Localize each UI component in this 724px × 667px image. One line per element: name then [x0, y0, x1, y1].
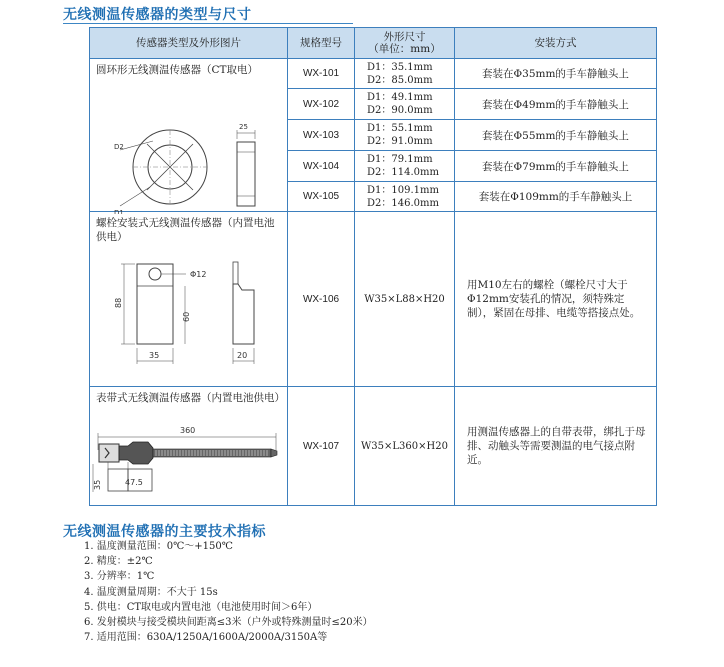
model-cell: WX-105: [288, 182, 355, 212]
header-dimensions-line1: 外形尺寸: [383, 31, 426, 43]
dimensions-cell: [355, 59, 455, 89]
dim-d1: D1：49.1mm: [367, 92, 433, 103]
bolt-body-front: [137, 264, 173, 344]
mount-cell: 套装在Φ49mm的手车静触头上: [455, 89, 657, 120]
label-35: 35: [149, 351, 160, 360]
band-sensor-title: 表带式无线测温传感器（内置电池供电）: [96, 392, 285, 404]
label-d1: D1: [114, 209, 124, 214]
sensor-types-table: [89, 27, 657, 506]
bolt-side-tab: [233, 262, 238, 284]
dim-d1: D1：109.1mm: [367, 184, 439, 196]
dimensions-cell: [355, 182, 455, 212]
section-title-specs: 无线测温传感器的主要技术指标: [63, 524, 266, 540]
model-cell: WX-103: [288, 120, 355, 151]
header-mount: 安装方式: [455, 28, 657, 59]
bolt-sensor-cell: [90, 212, 288, 387]
header-type: 传感器类型及外形图片: [90, 28, 288, 59]
dim-d1: D1：35.1mm: [367, 61, 433, 73]
dim-d2: D2：91.0mm: [367, 136, 433, 147]
model-cell: WX-102: [288, 89, 355, 120]
dim-d2: D2：146.0mm: [367, 197, 439, 209]
label-360: 360: [180, 426, 196, 435]
label-35: 35: [93, 479, 102, 490]
label-phi12: Φ12: [190, 270, 207, 279]
dim-d2: D2：85.0mm: [367, 74, 433, 86]
header-model: 规格型号: [288, 28, 355, 59]
dim-d1: D1：79.1mm: [367, 154, 433, 165]
section-title-underline: [63, 23, 353, 24]
bolt-sensor-title: 螺栓安装式无线测温传感器（内置电池供电）: [96, 217, 275, 243]
model-cell: WX-106: [288, 212, 355, 387]
mount-cell: 套装在Φ79mm的手车静触头上: [455, 151, 657, 182]
bolt-hole: [149, 268, 161, 280]
header-dimensions: [355, 28, 455, 59]
label-60: 60: [182, 311, 191, 322]
dimensions-cell: W35×L88×H20: [355, 212, 455, 387]
label-88: 88: [114, 297, 123, 308]
spec-list: [84, 539, 373, 645]
model-cell: WX-104: [288, 151, 355, 182]
table-row: [90, 59, 657, 89]
dim-d2: D2：114.0mm: [367, 167, 439, 178]
label-25: 25: [239, 123, 248, 131]
table-row: [90, 212, 657, 387]
dim-d2: D2：90.0mm: [367, 105, 433, 116]
band-sensor-cell: [90, 387, 288, 506]
list-item: 5. 供电：CT取电或内置电池（电池使用时间＞6年）: [84, 601, 318, 613]
label-20: 20: [237, 351, 248, 360]
mount-cell: 套装在Φ35mm的手车静触头上: [455, 59, 657, 89]
bolt-side-view: [233, 284, 254, 344]
ct-sensor-title: 圆环形无线测温传感器（CT取电）: [96, 64, 259, 76]
ct-sensor-cell: [90, 59, 288, 212]
list-item: 6. 发射模块与接受模块间距离≤3米（户外或特殊测量时≤20米）: [84, 617, 373, 629]
leader-d1: [120, 187, 150, 206]
dimensions-cell: W35×L360×H20: [355, 387, 455, 506]
label-d2: D2: [114, 143, 124, 151]
list-item: 2. 精度：±2℃: [84, 556, 153, 568]
model-cell: WX-101: [288, 59, 355, 89]
ring-side-view: [237, 142, 255, 206]
dim-d1: D1：55.1mm: [367, 123, 433, 134]
list-item: 1. 温度测量范围：0℃～+150℃: [84, 541, 233, 552]
dimensions-cell: [355, 151, 455, 182]
bolt-sensor-drawing: [90, 252, 286, 382]
header-dimensions-line2: （单位：mm）: [368, 43, 441, 55]
band-sensor-drawing: [90, 420, 286, 505]
band-tip: [271, 449, 277, 457]
list-item: 3. 分辨率：1℃: [84, 571, 155, 583]
ring-sensor-drawing: [90, 74, 286, 214]
dimensions-cell: [355, 89, 455, 120]
band-sensor-body: [119, 442, 153, 464]
section-title-types: 无线测温传感器的类型与尺寸: [63, 7, 252, 23]
list-item: 4. 温度测量周期：不大于 15s: [84, 586, 218, 598]
mount-cell: 用M10左右的螺栓（螺栓尺寸大于Φ12mm安装孔的情况，须特殊定制），紧固在母排、电缆等搭接点处。: [455, 212, 657, 387]
label-47-5: 47.5: [125, 478, 143, 487]
model-cell: WX-107: [288, 387, 355, 506]
mount-cell: 用测温传感器上的自带表带，绑扎于母排、动触头等需要测温的电气接点附近。: [455, 387, 657, 506]
table-header-row: [90, 28, 657, 59]
dimensions-cell: [355, 120, 455, 151]
list-item: 7. 适用范围：630A/1250A/1600A/2000A/3150A等: [84, 632, 328, 644]
table-row: [90, 387, 657, 506]
mount-cell: 套装在Φ109mm的手车静触头上: [455, 182, 657, 212]
mount-cell: 套装在Φ55mm的手车静触头上: [455, 120, 657, 151]
